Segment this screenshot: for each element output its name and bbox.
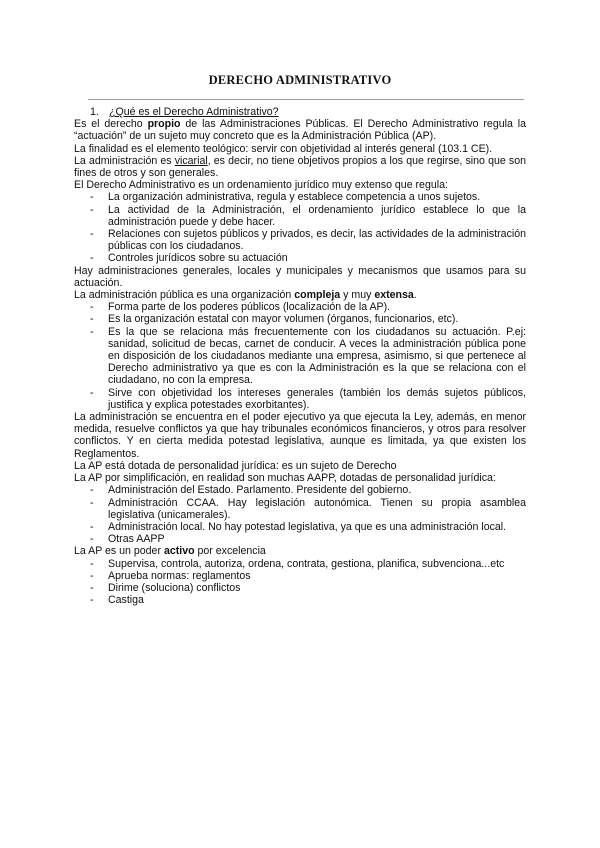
- paragraph: La administración se encuentra en el poder ejecutivo ya que ejecuta la Ley, además, en menor medida, resuelve conflictos ya que hay tribunales económicos financieros, y otros para resolver conflictos. Y en cierta medida potestad legislativa, aunque es limitada, ya que existen los Reglamentos.: [74, 411, 526, 460]
- paragraph: El Derecho Administrativo es un ordenamiento jurídico muy extenso que regula:: [74, 179, 448, 192]
- document-title: DERECHO ADMINISTRATIVO: [208, 73, 392, 87]
- bullet-list: [74, 558, 526, 607]
- text-run: La AP es un poder: [74, 545, 164, 558]
- list-item: - Sirve con objetividad los intereses generales (también los demás sujetos públicos, justifica y explica potestades exorbitantes).: [74, 387, 526, 411]
- list-item: - Dirime (soluciona) conflictos: [74, 582, 526, 594]
- list-item: - Castiga: [74, 594, 526, 606]
- bullet-list: [74, 191, 526, 264]
- text-run: y muy: [340, 289, 375, 302]
- list-item: - Aprueba normas: reglamentos: [74, 570, 526, 582]
- bold-term: extensa: [374, 289, 414, 302]
- paragraph: La finalidad es el elemento teológico: servir con objetividad al interés general (103.1 CE).: [74, 142, 493, 155]
- section-number: 1.: [90, 106, 99, 118]
- title-divider: [88, 99, 524, 100]
- list-item: - Administración local. No hay potestad legislativa, ya que es una administración local.: [74, 521, 526, 533]
- paragraph: [74, 545, 526, 557]
- list-item: - Controles jurídicos sobre su actuación: [74, 252, 526, 264]
- section-question: ¿Qué es el Derecho Administrativo?: [109, 106, 279, 118]
- bullet-list: [74, 301, 526, 411]
- list-item: - Supervisa, controla, autoriza, ordena, contrata, gestiona, planifica, subvenciona...etc: [74, 558, 526, 570]
- paragraph: La AP está dotada de personalidad jurídica: es un sujeto de Derecho: [74, 459, 397, 472]
- paragraph: La AP por simplificación, en realidad son muchas AAPP, dotadas de personalidad jurídica:: [74, 472, 496, 485]
- bullet-list: [74, 484, 526, 545]
- bold-term: activo: [163, 545, 195, 558]
- text-run: La administración es: [74, 154, 175, 167]
- document-body: [74, 106, 526, 606]
- bold-term: compleja: [294, 289, 341, 302]
- text-run: por excelencia: [194, 545, 266, 558]
- underlined-term: vicarial: [174, 154, 208, 167]
- paragraph: [74, 118, 526, 142]
- list-item: - Otras AAPP: [74, 533, 526, 545]
- paragraph: [74, 155, 526, 179]
- text-run: de las Administraciones Públicas. El Derecho Administrativo regula la “actuación” de un sujeto muy concreto que es la Administración Pública (AP).: [74, 118, 526, 143]
- text-run: , es decir, no tiene objetivos propios a los que regirse, sino que son fines de otros y son generales.: [74, 154, 526, 180]
- paragraph: Hay administraciones generales, locales y municipales y mecanismos que usamos para su actuación.: [74, 264, 526, 289]
- list-item: - Administración CCAA. Hay legislación autonómica. Tienen su propia asamblea legislativa (unicamerales).: [74, 497, 526, 521]
- list-item: - Administración del Estado. Parlamento. Presidente del gobierno.: [74, 484, 526, 496]
- list-item: - Relaciones con sujetos públicos y privados, es decir, las actividades de la administración públicas con los ciudadanos.: [74, 228, 526, 252]
- list-item: - La actividad de la Administración, el ordenamiento jurídico establece lo que la administración puede y debe hacer.: [74, 204, 526, 228]
- list-item: - Es la que se relaciona más frecuentemente con los ciudadanos su actuación. P.ej: sanidad, solicitud de becas, carnet de conducir. A veces la administración pública pone en disposición de los ciudadanos mediante una empresa, asimismo, si que pertenece al Derecho administrativo ya que es con la Administración es la que se relaciona con el ciudadano, no con la empresa.: [74, 326, 526, 387]
- list-item: - Forma parte de los poderes públicos (localización de la AP).: [74, 301, 526, 313]
- text-run: La administración pública es una organización: [74, 289, 295, 302]
- paragraph: [74, 289, 526, 301]
- text-run: .: [413, 289, 417, 302]
- section-heading: [74, 106, 526, 118]
- bold-term: propio: [147, 118, 181, 131]
- list-item: - La organización administrativa, regula y establece competencia a unos sujetos.: [74, 191, 526, 203]
- text-run: Es el derecho: [74, 118, 148, 131]
- list-item: - Es la organización estatal con mayor volumen (órganos, funcionarios, etc).: [74, 313, 526, 325]
